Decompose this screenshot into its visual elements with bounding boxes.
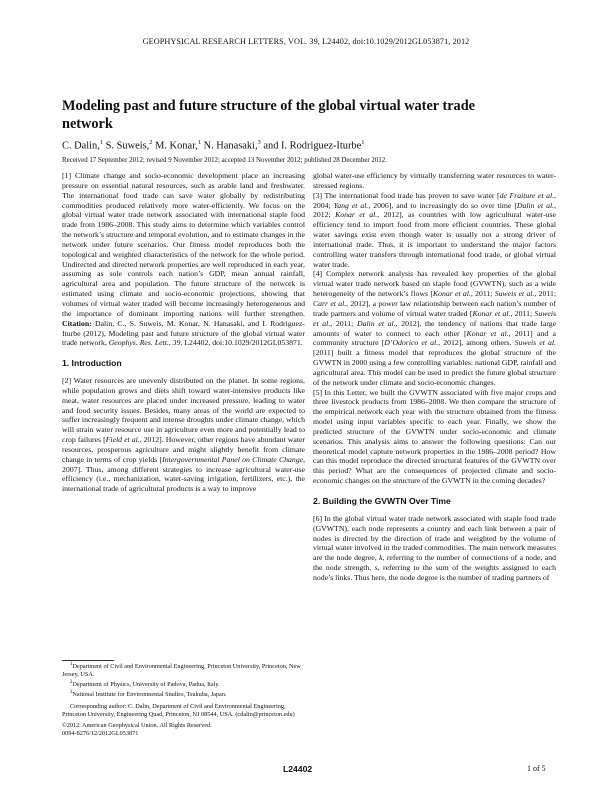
- paragraph-text: , 2011;: [510, 308, 535, 318]
- paragraph-6: [313, 514, 556, 583]
- reference: Konar et al.: [472, 308, 511, 318]
- affiliation-marker: 3: [257, 139, 261, 146]
- affiliation-text: National Institute for Environmental Studies, Tsukuba, Japan.: [72, 691, 227, 699]
- paragraph-text: Complex network analysis has revealed key properties of the global virtual water trade network based on staple food (GVWTN), such as a wide heterogeneity of the network’s flows [: [313, 269, 557, 299]
- reference: Konar et al.: [432, 289, 471, 299]
- paragraph-text: , 2011;: [470, 289, 495, 299]
- paragraph-text: , 2004;: [313, 190, 556, 210]
- reference: Suweis et al.: [494, 289, 535, 299]
- journal-header: GEOPHYSICAL RESEARCH LETTERS, VOL. 39, L24402, doi:10.1029/2012GL053871, 2012: [142, 37, 470, 46]
- paragraph-number: [6]: [313, 513, 323, 523]
- author: C. Dalin,: [62, 140, 100, 152]
- paragraph-2-continued: global water-use efficiency by virtually transferring water resources to water-stressed regions.: [313, 171, 556, 190]
- reference: Carr et al.: [313, 298, 347, 308]
- math-symbol: k: [379, 553, 383, 563]
- paragraph-text: , 2012]. However, other regions have abundant water resources, prosperous agriculture and might slightly benefit from climate change in terms of crop yields [: [62, 435, 305, 464]
- citation-text: Dalin, C., S. Suweis, M. Konar, N. Hanasaki, and I. Rodriguez-Iturbe (2012), Modeling past and future structure of the global virtual water trade network,: [62, 318, 306, 348]
- paragraph-number: [2]: [62, 376, 72, 386]
- paragraph-text: , 2011;: [534, 289, 557, 299]
- reference: Dalin et al.: [357, 318, 396, 328]
- citation-tail: L24402, doi:10.1029/2012GL053871.: [184, 338, 303, 348]
- paragraph-number: [5]: [313, 387, 323, 397]
- affiliation-marker: 3: [70, 690, 73, 696]
- paragraph-text: [2011] built a fitness model that reproduces the global structure of the GVWTN in 2000 using a few controlling variables: national GDP, rainfall and agricultural area. This model can be used to predict the future global structure of the network under climate and socio-economic changes.: [313, 348, 556, 387]
- article-id: L24402: [283, 764, 313, 774]
- received-dates: Received 17 September 2012; revised 9 November 2012; accepted 13 November 2012; published 28 December 2012.: [62, 157, 387, 164]
- paragraph-text: , 2011;: [330, 318, 358, 328]
- affiliation-marker: 1: [70, 662, 73, 667]
- paragraph-text: Water resources are unevenly distributed on the planet. In some regions, while population grows and diets shift toward water-intensive products like meat, water resources are placed under increased pressure, leading to water and food security issues. Besides, many areas of the world are expected to suffer increasingly frequent and intense droughts under climate change, which will strain water resource use in agriculture even more and potentially lead to crop failures [: [62, 376, 305, 445]
- affiliation-3: [62, 689, 305, 699]
- paragraph-text: , 2012], as countries with low agricultural water-use efficiency tend to import food from more efficient countries. These global water savings exist even though water is usually not a strong driver of international trade. Thus, it is important to understand the major factors controlling water transfers through international food trade, or global virtual water trade.: [313, 210, 556, 269]
- reference: Suweis et al.: [313, 308, 556, 328]
- reference: Yang et al.: [333, 200, 369, 210]
- author: and I. Rodriguez-Iturbe: [263, 140, 362, 152]
- left-column: [62, 171, 305, 494]
- section-heading-introduction: 1. Introduction: [62, 358, 122, 369]
- paragraph-3: [313, 191, 556, 270]
- reference: Konar et al.: [466, 328, 509, 338]
- abstract: [62, 171, 305, 348]
- paragraph-number: [4]: [313, 269, 323, 279]
- reference: D’Odorico et al.: [384, 338, 439, 348]
- author: M. Konar,: [155, 140, 198, 152]
- paragraph-text: In this Letter, we built the GVWTN associated with five major crops and three livestock products from 1986–2008. We then compare the structure of the empirical network each year with the structure obtained from the fitness model using input variables specific to each year. Finally, we show the predicted structure of the GVWTN under socio-economic and climate scenarios. This analysis aims to answer the following questions: Can our theoretical model capture network properties in the 1986–2008 period? How can this model reproduce the directed structural features of the GVWTN over this period? What are the consequences of projected climate and socio-economic changes on the structure of the GVWTN in the coming decades?: [313, 387, 556, 486]
- paper-title: Modeling past and future structure of the global virtual water trade network: [62, 98, 475, 132]
- affiliation-text: Department of Civil and Environmental Engineering, Princeton University, Princeton, New Jersey, USA.: [62, 663, 301, 679]
- paragraph-text: In the global virtual water trade network associated with staple food trade (GVWTN), each node represents a country and each link between a pair of nodes is directed by the direction of trade and weighted by the volume of virtual water involved in the traded commodities. The main network measures are the node degree,: [313, 513, 556, 563]
- right-column: [313, 171, 556, 583]
- paragraph-text: , 2007]. Thus, among different strategies to increase agricultural water-use efficiency (i.e., mechanization, water-saving irrigation, fertilizers, etc.), the international trade of agricultural products is a way to improve: [62, 454, 305, 494]
- reference: de Fraiture et al.: [499, 190, 555, 200]
- affiliation-marker: 2: [149, 139, 153, 146]
- paragraph-4: [313, 269, 556, 387]
- page-number: 1 of 5: [527, 764, 546, 773]
- abstract-text: Climate change and socio-economic development place an increasing pressure on essential natural resources, such as arable land and freshwater. The international food trade can save water globally by redistributing commodities produced relatively more water-efficiently. We focus on the global virtual water trade network associated with international staple food trade from 1986–2008. This study aims to determine which variables control the network’s structure and temporal evolution, and to estimate changes in the network under future scenarios. Our fitness model reproduces both the topological and weighted characteristics of the network for the whole period. Undirected and directed network properties are well reproduced in each year, assuming as sole controls each nation’s GDP, mean annual rainfall, agricultural area and population. The future structure of the network is estimated using climate and socio-economic projections, showing that volumes of virtual water traded will become increasingly heterogeneous and the importance of dominant importing nations will further strengthen.: [62, 171, 306, 318]
- citation-journal: Geophys. Res. Lett., 39,: [108, 338, 183, 348]
- paragraph-text: , 2012], among others.: [438, 338, 515, 348]
- affiliation-marker: 1: [361, 139, 365, 146]
- author: S. Suweis,: [105, 140, 150, 152]
- paragraph-5: [313, 388, 556, 486]
- citation-label: Citation:: [62, 318, 92, 328]
- author-list: [62, 139, 552, 151]
- affiliation-1: [62, 661, 305, 679]
- reference: Intergovernmental Panel on Climate Change: [162, 454, 304, 464]
- math-symbol: s: [374, 563, 378, 573]
- section-heading-building-gvwtn: 2. Building the GVWTN Over Time: [313, 496, 451, 506]
- paragraph-text: , referring to the number of connections of a node, and the node strength,: [313, 553, 556, 573]
- reference: Field et al.: [105, 435, 140, 445]
- paragraph-number: [1]: [62, 171, 72, 180]
- affiliation-marker: 1: [197, 139, 201, 146]
- footnotes: [62, 660, 305, 738]
- paragraph-text: , 2012;: [313, 200, 556, 220]
- affiliation-marker: 2: [70, 680, 73, 686]
- paragraph-text: , 2012], a power law relationship between each nation’s number of trade partners and volume of virtual water traded [: [313, 298, 556, 318]
- issn: 0094-8276/12/2012GL053871: [62, 729, 139, 737]
- affiliation-2: [62, 679, 305, 689]
- paragraph-number: [3]: [313, 190, 323, 200]
- author: N. Hanasaki,: [203, 140, 258, 152]
- paragraph-text: , 2012], the tendency of nations that trade large amounts of water to connect to each other [: [313, 318, 557, 338]
- affiliation-text: Department of Physics, University of Padova, Padua, Italy.: [72, 681, 220, 689]
- reference: Dalin et al.: [516, 200, 555, 210]
- paragraph-text: , 2011] and a community structure [: [313, 328, 556, 348]
- paragraph-text: , 2006], and to increasingly do so over time [: [368, 200, 517, 210]
- paragraph-2: [62, 376, 305, 494]
- affiliation-marker: 1: [99, 139, 104, 146]
- reference: Suweis et al.: [514, 338, 556, 348]
- paragraph-text: The international food trade has proven to save water [: [324, 190, 500, 200]
- reference: Konar et al.: [335, 210, 378, 220]
- paragraph-text: , referring to the sum of the weights assigned to each node’s links. Thus here, the node degree is the number of trading partners of: [313, 563, 556, 582]
- copyright: ©2012. American Geophysical Union. All Rights Reserved.: [62, 721, 212, 729]
- corresponding-author: Corresponding author: C. Dalin, Department of Civil and Environmental Engineering, Princeton University, Engineering Quad, Princeton, NJ 08544, USA. (cdalin@princeton.edu): [62, 702, 295, 718]
